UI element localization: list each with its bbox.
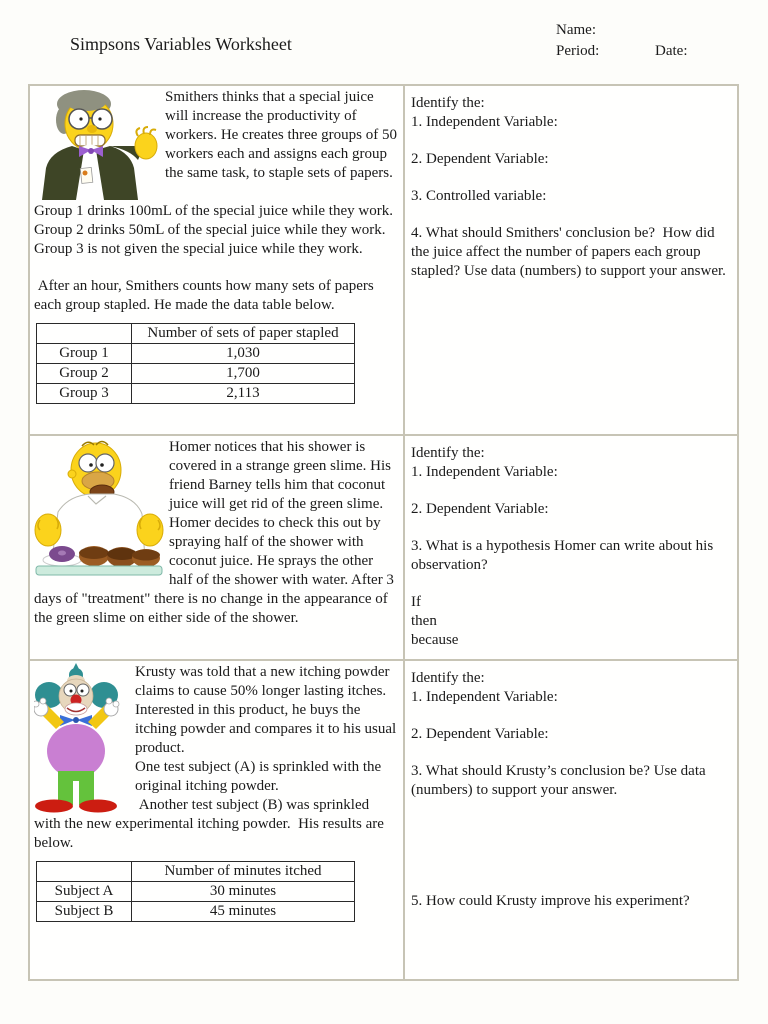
row-label: Subject B [37,902,132,922]
row-label: Group 2 [37,364,132,384]
table-row [37,364,355,384]
row-label: Subject A [37,882,132,902]
table-header-blank [37,324,132,344]
row-value: 45 minutes [132,902,355,922]
period-label: Period: [556,43,600,59]
name-block [556,20,687,62]
row-value: 30 minutes [132,882,355,902]
smithers-problem-cell [30,86,405,436]
table-row [37,344,355,364]
question-2: 2. Dependent Variable: [411,726,549,742]
group-fact: Group 1 drinks 100mL of the special juice while they work. [34,203,393,219]
identify-heading: Identify the: [411,445,485,461]
smithers-intro: Smithers thinks that a special juice will increase the productivity of workers. He creates three groups of 50 workers each and assigns each group the same task, to staple sets of papers. [165,89,401,181]
table-header-value: Number of sets of paper stapled [132,324,355,344]
question-3: 3. What should Krusty’s conclusion be? Use data (numbers) to support your answer. [411,763,710,798]
smithers-followup: After an hour, Smithers counts how many sets of papers each group stapled. He made the data table below. [34,278,378,313]
table-row [37,902,355,922]
question-1: 1. Independent Variable: [411,689,558,705]
worksheet-table [28,84,739,981]
question-3: 3. Controlled variable: [411,188,547,204]
row-value: 2,113 [132,384,355,404]
stem-because: because [411,632,459,648]
krusty-intro: Krusty was told that a new itching powder claims to cause 50% longer lasting itches. Interested in this product, he buys the itching powder and compares it to his usual product. [135,664,400,756]
question-5: 5. How could Krusty improve his experiment? [411,893,690,909]
row-label: Group 3 [37,384,132,404]
krusty-subject-a: One test subject (A) is sprinkled with the original itching powder. [135,759,385,794]
name-label: Name: [556,22,596,38]
krusty-problem-cell [30,661,405,979]
identify-heading: Identify the: [411,95,485,111]
row-label: Group 1 [37,344,132,364]
krusty-subject-b: Another test subject (B) was sprinkled with the new experimental itching powder. His results are below. [34,797,388,851]
table-header-value: Number of minutes itched [132,862,355,882]
table-header-blank [37,862,132,882]
group-fact: Group 3 is not given the special juice while they work. [34,241,363,257]
table-row [37,384,355,404]
hypothesis-stems [411,593,731,650]
row-value: 1,030 [132,344,355,364]
table-row [37,882,355,902]
homer-problem-cell [30,436,405,661]
table-row [37,862,355,882]
stem-if: If [411,594,421,610]
row-value: 1,700 [132,364,355,384]
stem-then: then [411,613,437,629]
table-row [37,324,355,344]
question-2: 2. Dependent Variable: [411,151,549,167]
smithers-illustration [34,88,160,200]
identify-heading: Identify the: [411,670,485,686]
question-1: 1. Independent Variable: [411,114,558,130]
date-label: Date: [655,43,688,59]
question-3: 3. What is a hypothesis Homer can write about his observation? [411,538,717,573]
smithers-questions-cell [405,86,737,436]
group-fact: Group 2 drinks 50mL of the special juice while they work. [34,222,386,238]
question-1: 1. Independent Variable: [411,464,558,480]
krusty-illustration [34,663,130,813]
smithers-data-table [36,323,355,404]
question-4: 4. What should Smithers' conclusion be? How did the juice affect the number of papers each group stapled? Use data (numbers) to support your answer. [411,225,726,279]
question-2: 2. Dependent Variable: [411,501,549,517]
homer-questions-cell [405,436,737,661]
homer-intro: Homer notices that his shower is covered in a strange green slime. His friend Barney tells him that coconut juice will get rid of the green slime. Homer decides to check this out by spraying half of the shower with coconut juice. He sprays the other half of the shower with water. After 3 days of "treatment" there is no change in the appearance of the green slime on either side of the shower. [34,439,398,626]
krusty-data-table [36,861,355,922]
krusty-questions-cell [405,661,737,979]
page-title: Simpsons Variables Worksheet [70,34,292,54]
homer-illustration [34,438,164,578]
smithers-group-facts [34,202,399,259]
